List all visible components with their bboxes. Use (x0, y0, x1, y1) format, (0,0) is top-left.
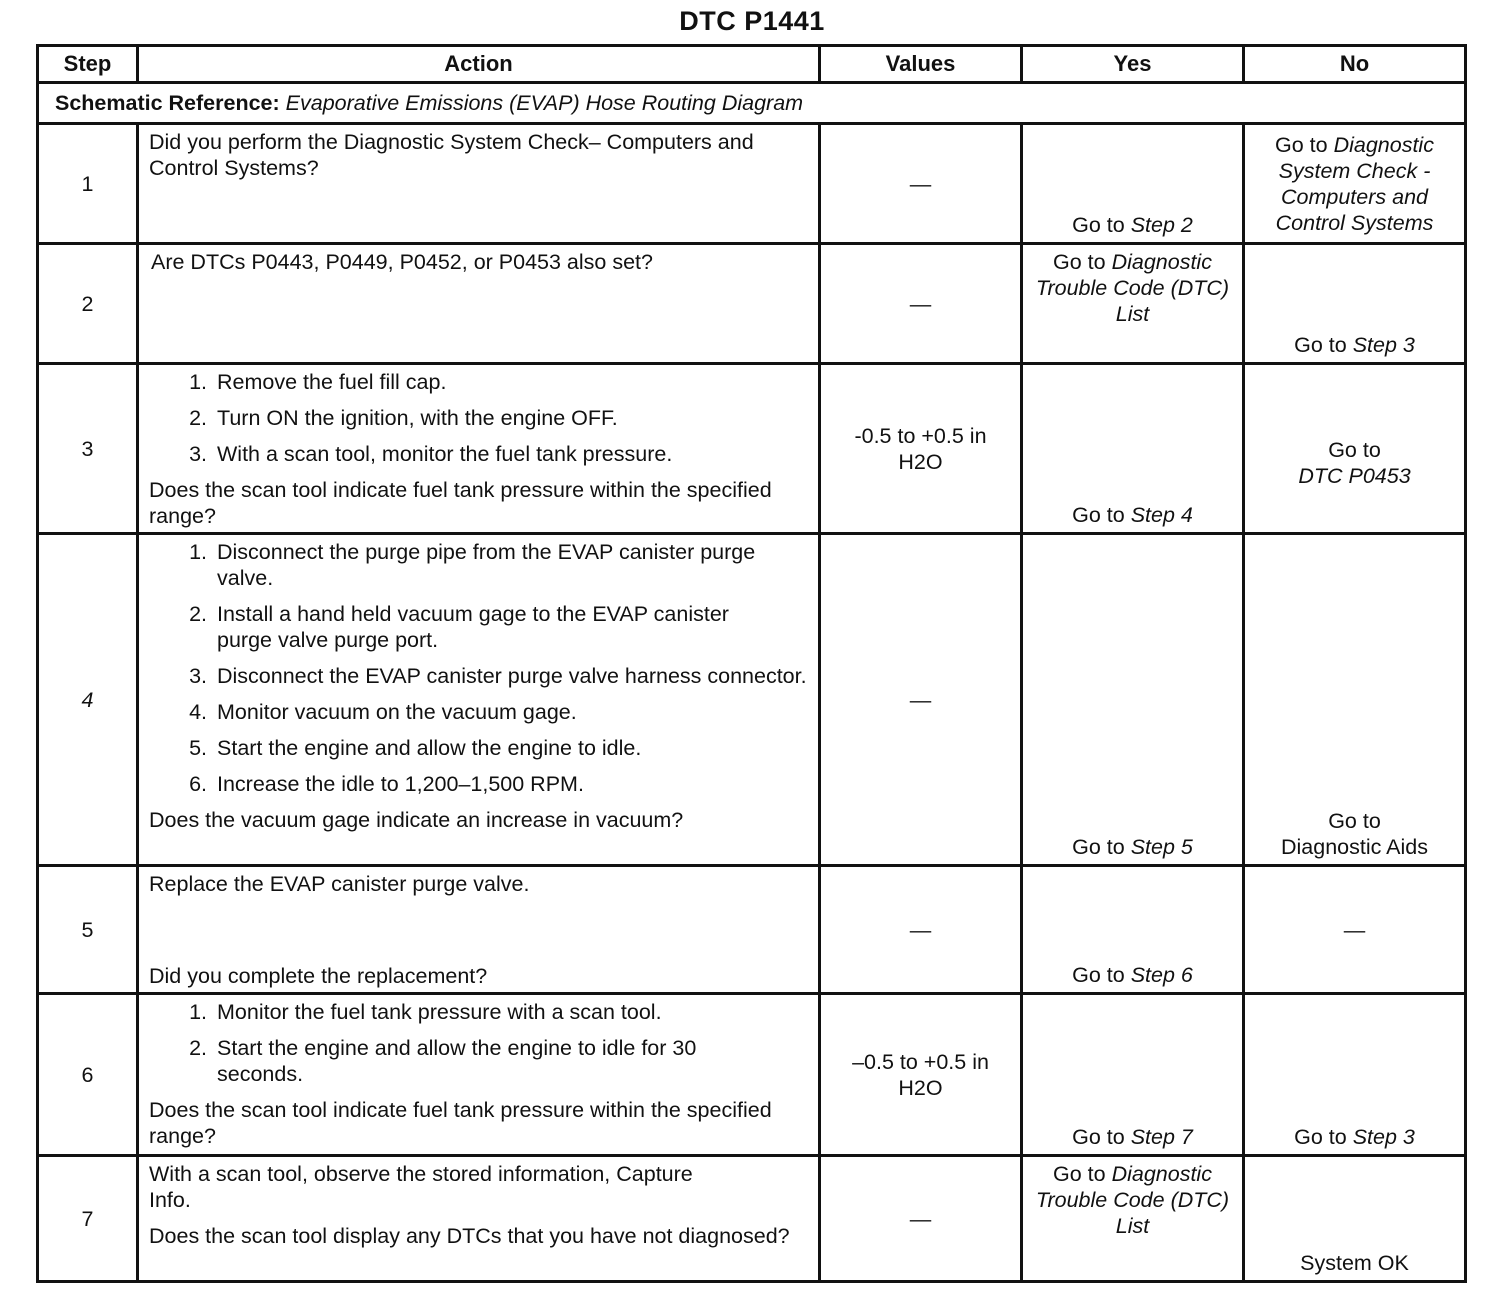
no-link[interactable]: DTC P0453 (1298, 463, 1411, 488)
action-text: Are DTCs P0443, P0449, P0452, or P0453 also set? (151, 250, 653, 274)
yes-cell: Go to Step 4 (1022, 364, 1244, 534)
action-item: 2. Start the engine and allow the engine to idle for 30 seconds. (189, 1036, 697, 1086)
action-text: With a scan tool, observe the stored information, Capture Info. (149, 1162, 693, 1212)
action-cell (138, 244, 820, 364)
no-link[interactable]: Diagnostic System Check - Computers and Control Systems (1275, 132, 1434, 235)
step-number: 7 (38, 1156, 138, 1282)
no-cell: Go to Diagnostic Aids (1244, 534, 1466, 866)
schematic-link[interactable]: Evaporative Emissions (EVAP) Hose Routing Diagram (285, 91, 804, 115)
yes-cell: Go to Diagnostic Trouble Code (DTC) List (1022, 244, 1244, 364)
yes-cell: Go to Step 7 (1022, 994, 1244, 1156)
header-no: No (1244, 46, 1466, 83)
action-item: 6. Increase the idle to 1,200–1,500 RPM. (189, 772, 584, 796)
step-number: 4 (38, 534, 138, 866)
action-item: 3. Disconnect the EVAP canister purge valve harness connector. (189, 664, 807, 688)
no-cell: Go to Step 3 (1244, 244, 1466, 364)
header-values: Values (820, 46, 1022, 83)
schematic-row (38, 83, 1466, 124)
table-row (38, 124, 1466, 244)
page-title: DTC P1441 (679, 6, 825, 36)
action-list (149, 539, 808, 797)
action-text: Replace the EVAP canister purge valve. (149, 872, 530, 896)
action-question: Did you complete the replacement? (149, 964, 488, 988)
yes-link[interactable]: Step 2 (1130, 213, 1193, 237)
no-link[interactable]: Step 3 (1352, 1125, 1415, 1149)
action-question: Does the scan tool indicate fuel tank pressure within the specified range? (149, 1098, 772, 1148)
step-number: 2 (38, 244, 138, 364)
step-number: 6 (38, 994, 138, 1156)
table-row (38, 1156, 1466, 1282)
no-cell: Go to Step 3 (1244, 994, 1466, 1156)
diagnostic-table (36, 44, 1467, 1283)
step-number: 1 (38, 124, 138, 244)
action-item: 5. Start the engine and allow the engine to idle. (189, 736, 642, 760)
action-text: Did you perform the Diagnostic System Check– Computers and Control Systems? (149, 130, 754, 180)
no-cell (1244, 1156, 1466, 1282)
yes-link[interactable]: Diagnostic Trouble Code (DTC) List (1035, 1162, 1230, 1238)
values-cell: -0.5 to +0.5 in H2O (820, 364, 1022, 534)
header-action: Action (138, 46, 820, 83)
no-cell: Go to DTC P0453 (1244, 364, 1466, 534)
action-cell (138, 1156, 820, 1282)
yes-link[interactable]: Step 4 (1130, 503, 1193, 527)
action-question: Does the vacuum gage indicate an increase in vacuum? (149, 808, 684, 832)
table-row (38, 866, 1466, 994)
action-question: Does the scan tool indicate fuel tank pressure within the specified range? (149, 478, 772, 528)
values-cell: — (820, 534, 1022, 866)
action-item: 4. Monitor vacuum on the vacuum gage. (189, 700, 577, 724)
action-list (149, 999, 808, 1087)
no-link[interactable]: Step 3 (1352, 333, 1415, 357)
action-cell (138, 994, 820, 1156)
table-row (38, 244, 1466, 364)
action-item: 1. Disconnect the purge pipe from the EVAP canister purge valve. (189, 540, 756, 590)
values-cell: — (820, 1156, 1022, 1282)
values-cell: — (820, 244, 1022, 364)
yes-link[interactable]: Step 5 (1130, 835, 1193, 859)
action-question: Does the scan tool display any DTCs that you have not diagnosed? (149, 1224, 790, 1248)
table-row (38, 994, 1466, 1156)
values-cell: — (820, 124, 1022, 244)
yes-cell: Go to Diagnostic Trouble Code (DTC) List (1022, 1156, 1244, 1282)
yes-cell: Go to Step 6 (1022, 866, 1244, 994)
action-cell (138, 866, 820, 994)
action-item: 1. Remove the fuel fill cap. (189, 370, 447, 394)
step-number: 3 (38, 364, 138, 534)
yes-link[interactable]: Diagnostic Trouble Code (DTC) List (1035, 250, 1230, 326)
header-step: Step (38, 46, 138, 83)
table-row (38, 534, 1466, 866)
no-link[interactable]: Diagnostic Aids (1281, 835, 1428, 859)
values-cell: — (820, 866, 1022, 994)
yes-link[interactable]: Step 7 (1130, 1125, 1193, 1149)
header-yes: Yes (1022, 46, 1244, 83)
no-cell: — (1244, 866, 1466, 994)
values-cell: –0.5 to +0.5 in H2O (820, 994, 1022, 1156)
table-row (38, 364, 1466, 534)
no-text: System OK (1300, 1251, 1409, 1275)
step-number: 5 (38, 866, 138, 994)
action-item: 1. Monitor the fuel tank pressure with a scan tool. (189, 1000, 662, 1024)
yes-cell: Go to Step 2 (1022, 124, 1244, 244)
action-cell (138, 534, 820, 866)
action-list (149, 369, 808, 467)
action-item: 2. Install a hand held vacuum gage to the EVAP canister purge valve purge port. (189, 602, 729, 652)
action-cell (138, 124, 820, 244)
yes-cell: Go to Step 5 (1022, 534, 1244, 866)
action-cell (138, 364, 820, 534)
header-row (38, 46, 1466, 83)
no-cell: Go to Diagnostic System Check - Computers and Control Systems (1244, 124, 1466, 244)
schematic-reference (38, 83, 1466, 124)
yes-link[interactable]: Step 6 (1130, 963, 1193, 987)
schematic-label: Schematic Reference: (55, 91, 280, 115)
action-item: 2. Turn ON the ignition, with the engine OFF. (189, 406, 618, 430)
action-item: 3. With a scan tool, monitor the fuel tank pressure. (189, 442, 673, 466)
